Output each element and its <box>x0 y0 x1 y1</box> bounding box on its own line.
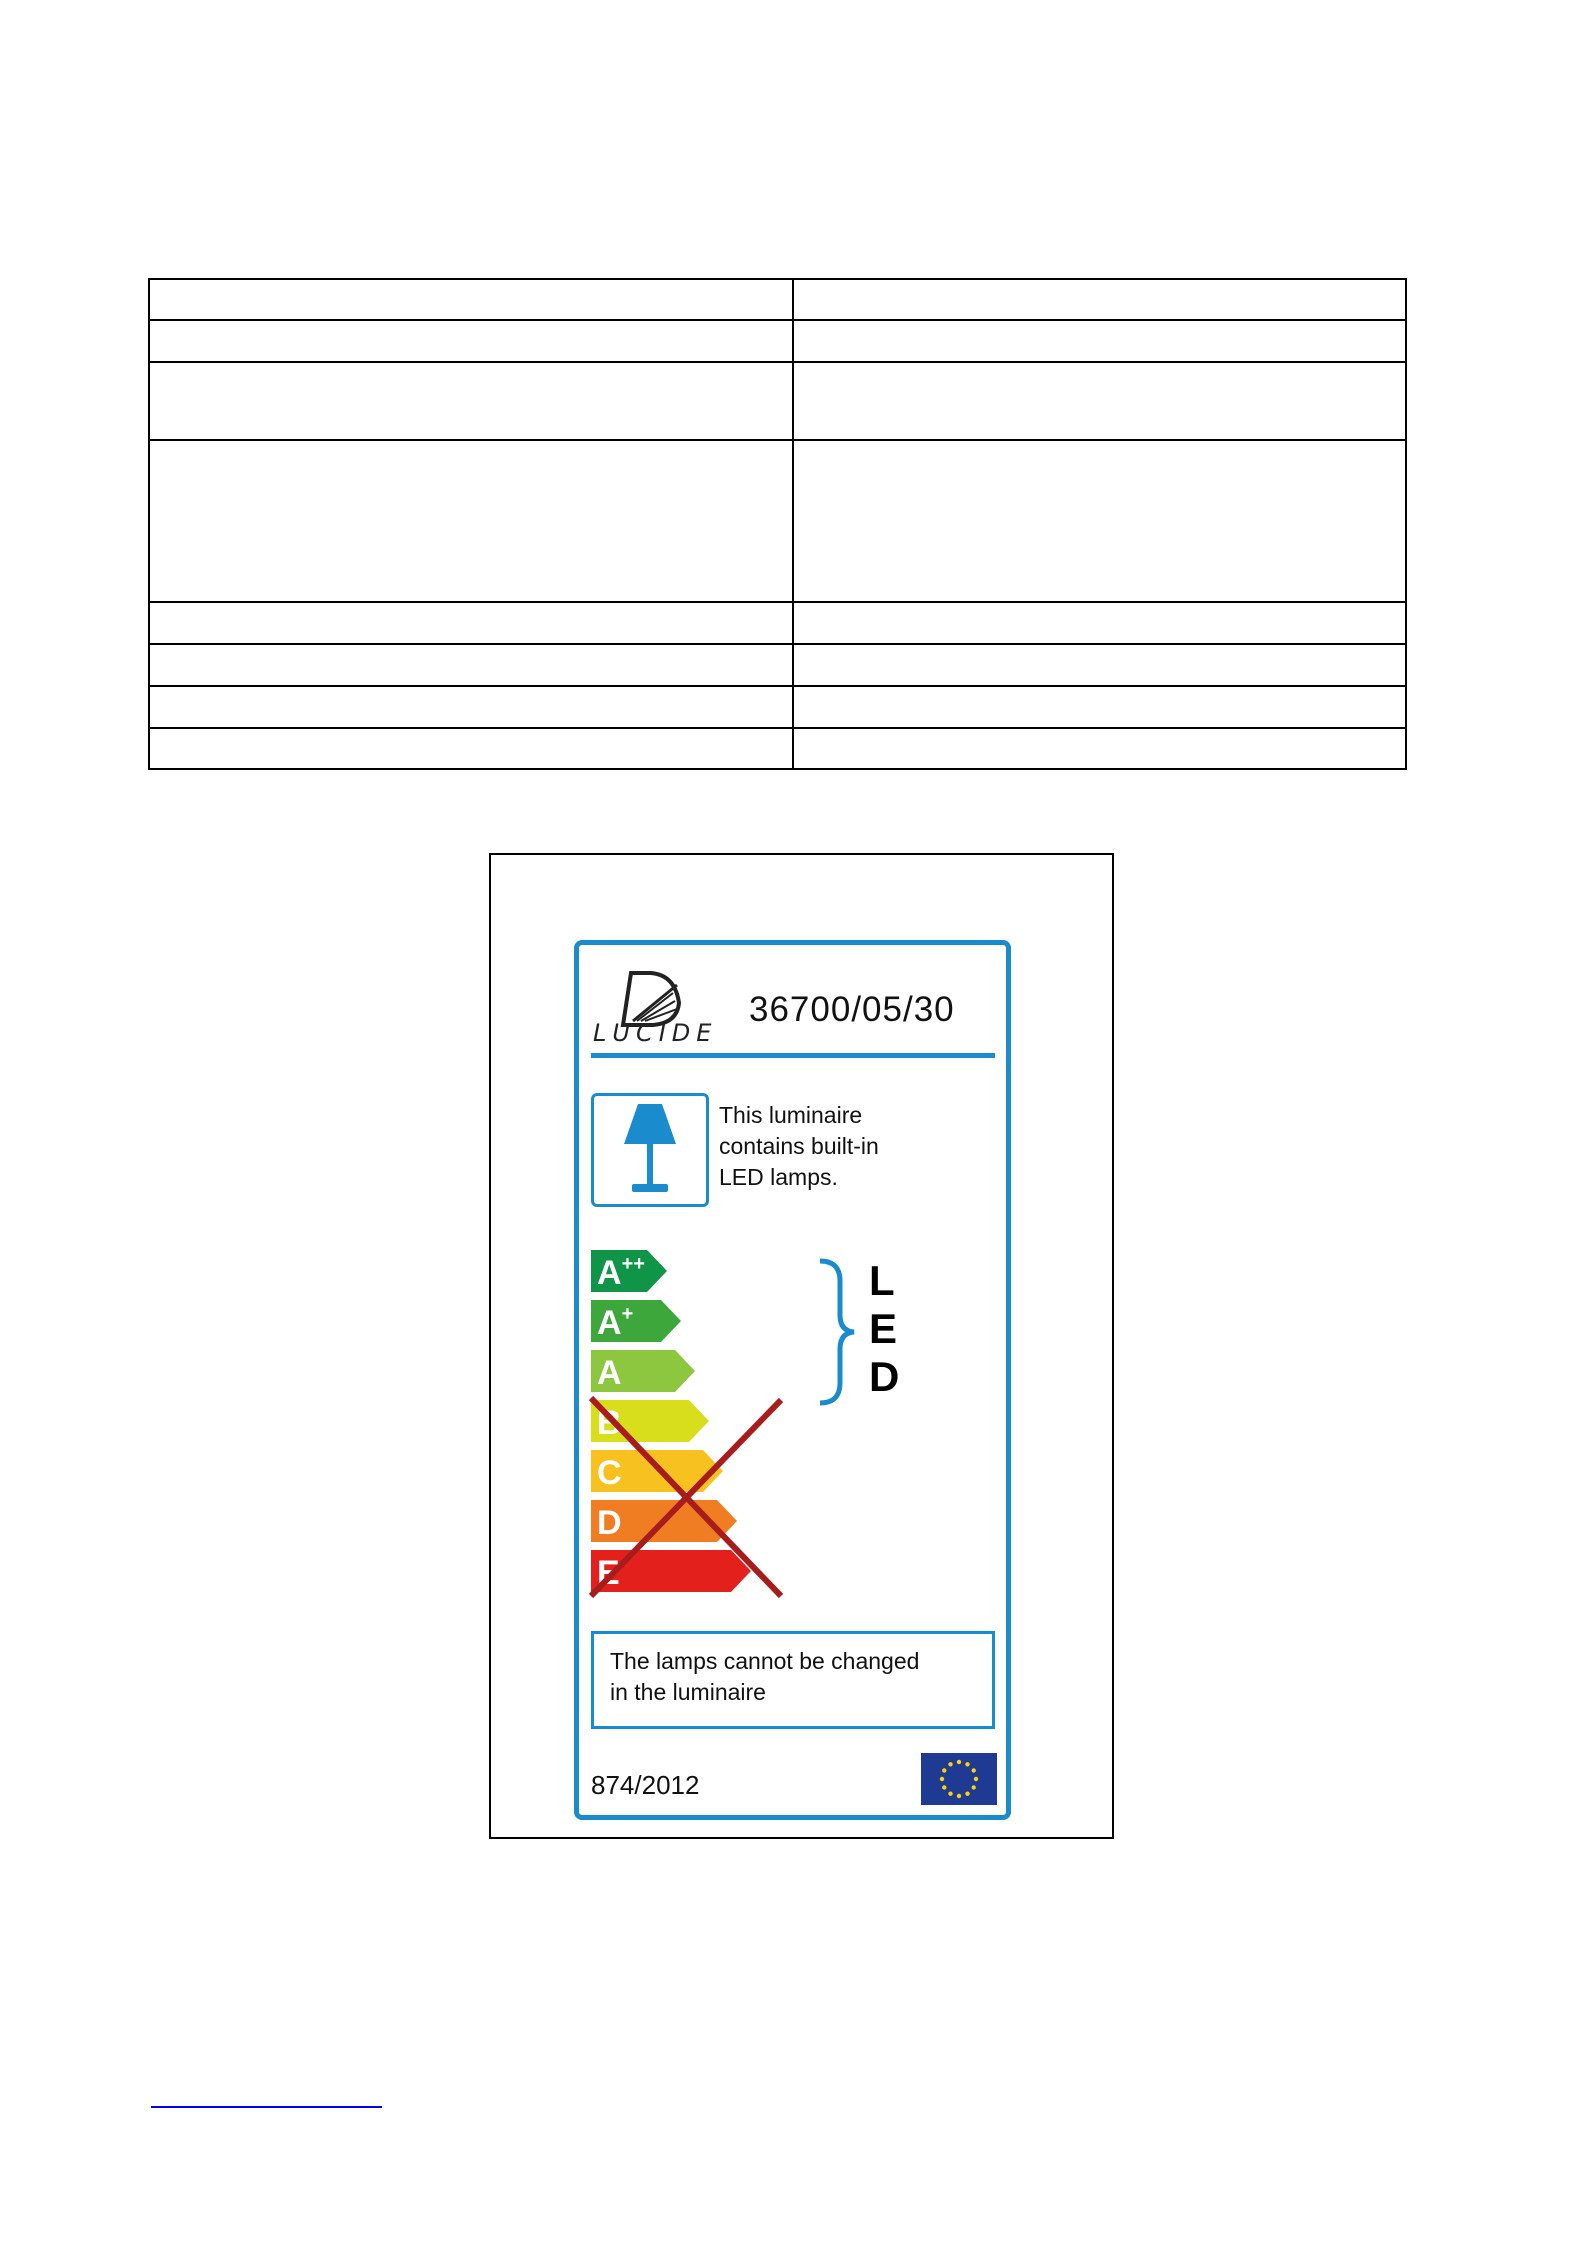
energy-class-letter: D <box>597 1504 622 1542</box>
table-cell <box>149 279 793 320</box>
table-row <box>149 440 1406 602</box>
energy-class-3 <box>591 1350 695 1392</box>
energy-class-letter: C <box>597 1454 622 1492</box>
footer-link[interactable] <box>151 2106 382 2108</box>
flag-star <box>965 1762 969 1766</box>
energy-label <box>574 940 1011 1820</box>
table-cell <box>149 362 793 440</box>
brand-name: LUCIDE <box>593 1019 718 1047</box>
energy-class-4 <box>591 1400 709 1442</box>
led-letter: D <box>869 1353 900 1400</box>
flag-star <box>940 1777 944 1781</box>
spec-table <box>148 278 1407 770</box>
table-cell <box>793 320 1406 362</box>
regulation-number: 874/2012 <box>591 1770 700 1800</box>
note-line: in the luminaire <box>610 1679 766 1705</box>
table-row <box>149 686 1406 728</box>
table-cell <box>793 686 1406 728</box>
eu-flag-icon <box>921 1753 997 1805</box>
flag-star <box>948 1762 952 1766</box>
table-row <box>149 644 1406 686</box>
energy-class-1 <box>591 1250 667 1292</box>
note-box <box>591 1631 995 1729</box>
flag-star <box>957 1794 961 1798</box>
energy-class-letter: B <box>597 1404 622 1442</box>
table-cell <box>149 644 793 686</box>
energy-class-2 <box>591 1300 681 1342</box>
table-cell <box>793 728 1406 769</box>
flag-star <box>974 1777 978 1781</box>
flag-star <box>957 1760 961 1764</box>
note-text <box>610 1646 980 1708</box>
led-letter: L <box>869 1257 895 1304</box>
note-line: The lamps cannot be changed <box>610 1648 920 1674</box>
energy-class-letter: A+ <box>597 1303 634 1342</box>
table-cell <box>149 728 793 769</box>
table-row <box>149 279 1406 320</box>
table-cell <box>149 686 793 728</box>
table-row <box>149 728 1406 769</box>
table-cell <box>793 279 1406 320</box>
lamp-text-line: This luminaire <box>719 1102 863 1128</box>
led-letters <box>869 1257 899 1401</box>
brace-icon <box>814 1257 864 1407</box>
table-cell <box>793 362 1406 440</box>
lamp-text-line: LED lamps. <box>719 1164 838 1190</box>
energy-class-letter: E <box>597 1554 620 1592</box>
flag-star <box>942 1768 946 1772</box>
table-cell <box>793 440 1406 602</box>
table-row <box>149 602 1406 644</box>
table-cell <box>149 320 793 362</box>
table-cell <box>149 602 793 644</box>
table-row <box>149 362 1406 440</box>
model-number: 36700/05/30 <box>749 990 955 1029</box>
flag-star <box>942 1785 946 1789</box>
flag-star <box>972 1785 976 1789</box>
flag-star <box>965 1792 969 1796</box>
flag-star <box>948 1792 952 1796</box>
energy-class-letter: A <box>597 1354 622 1392</box>
table-cell <box>149 440 793 602</box>
table-cell <box>793 644 1406 686</box>
table-cell <box>793 602 1406 644</box>
led-letter: E <box>869 1305 898 1352</box>
flag-star <box>972 1768 976 1772</box>
lamp-text-line: contains built-in <box>719 1133 879 1159</box>
energy-class-letter: A++ <box>597 1253 645 1292</box>
table-row <box>149 320 1406 362</box>
